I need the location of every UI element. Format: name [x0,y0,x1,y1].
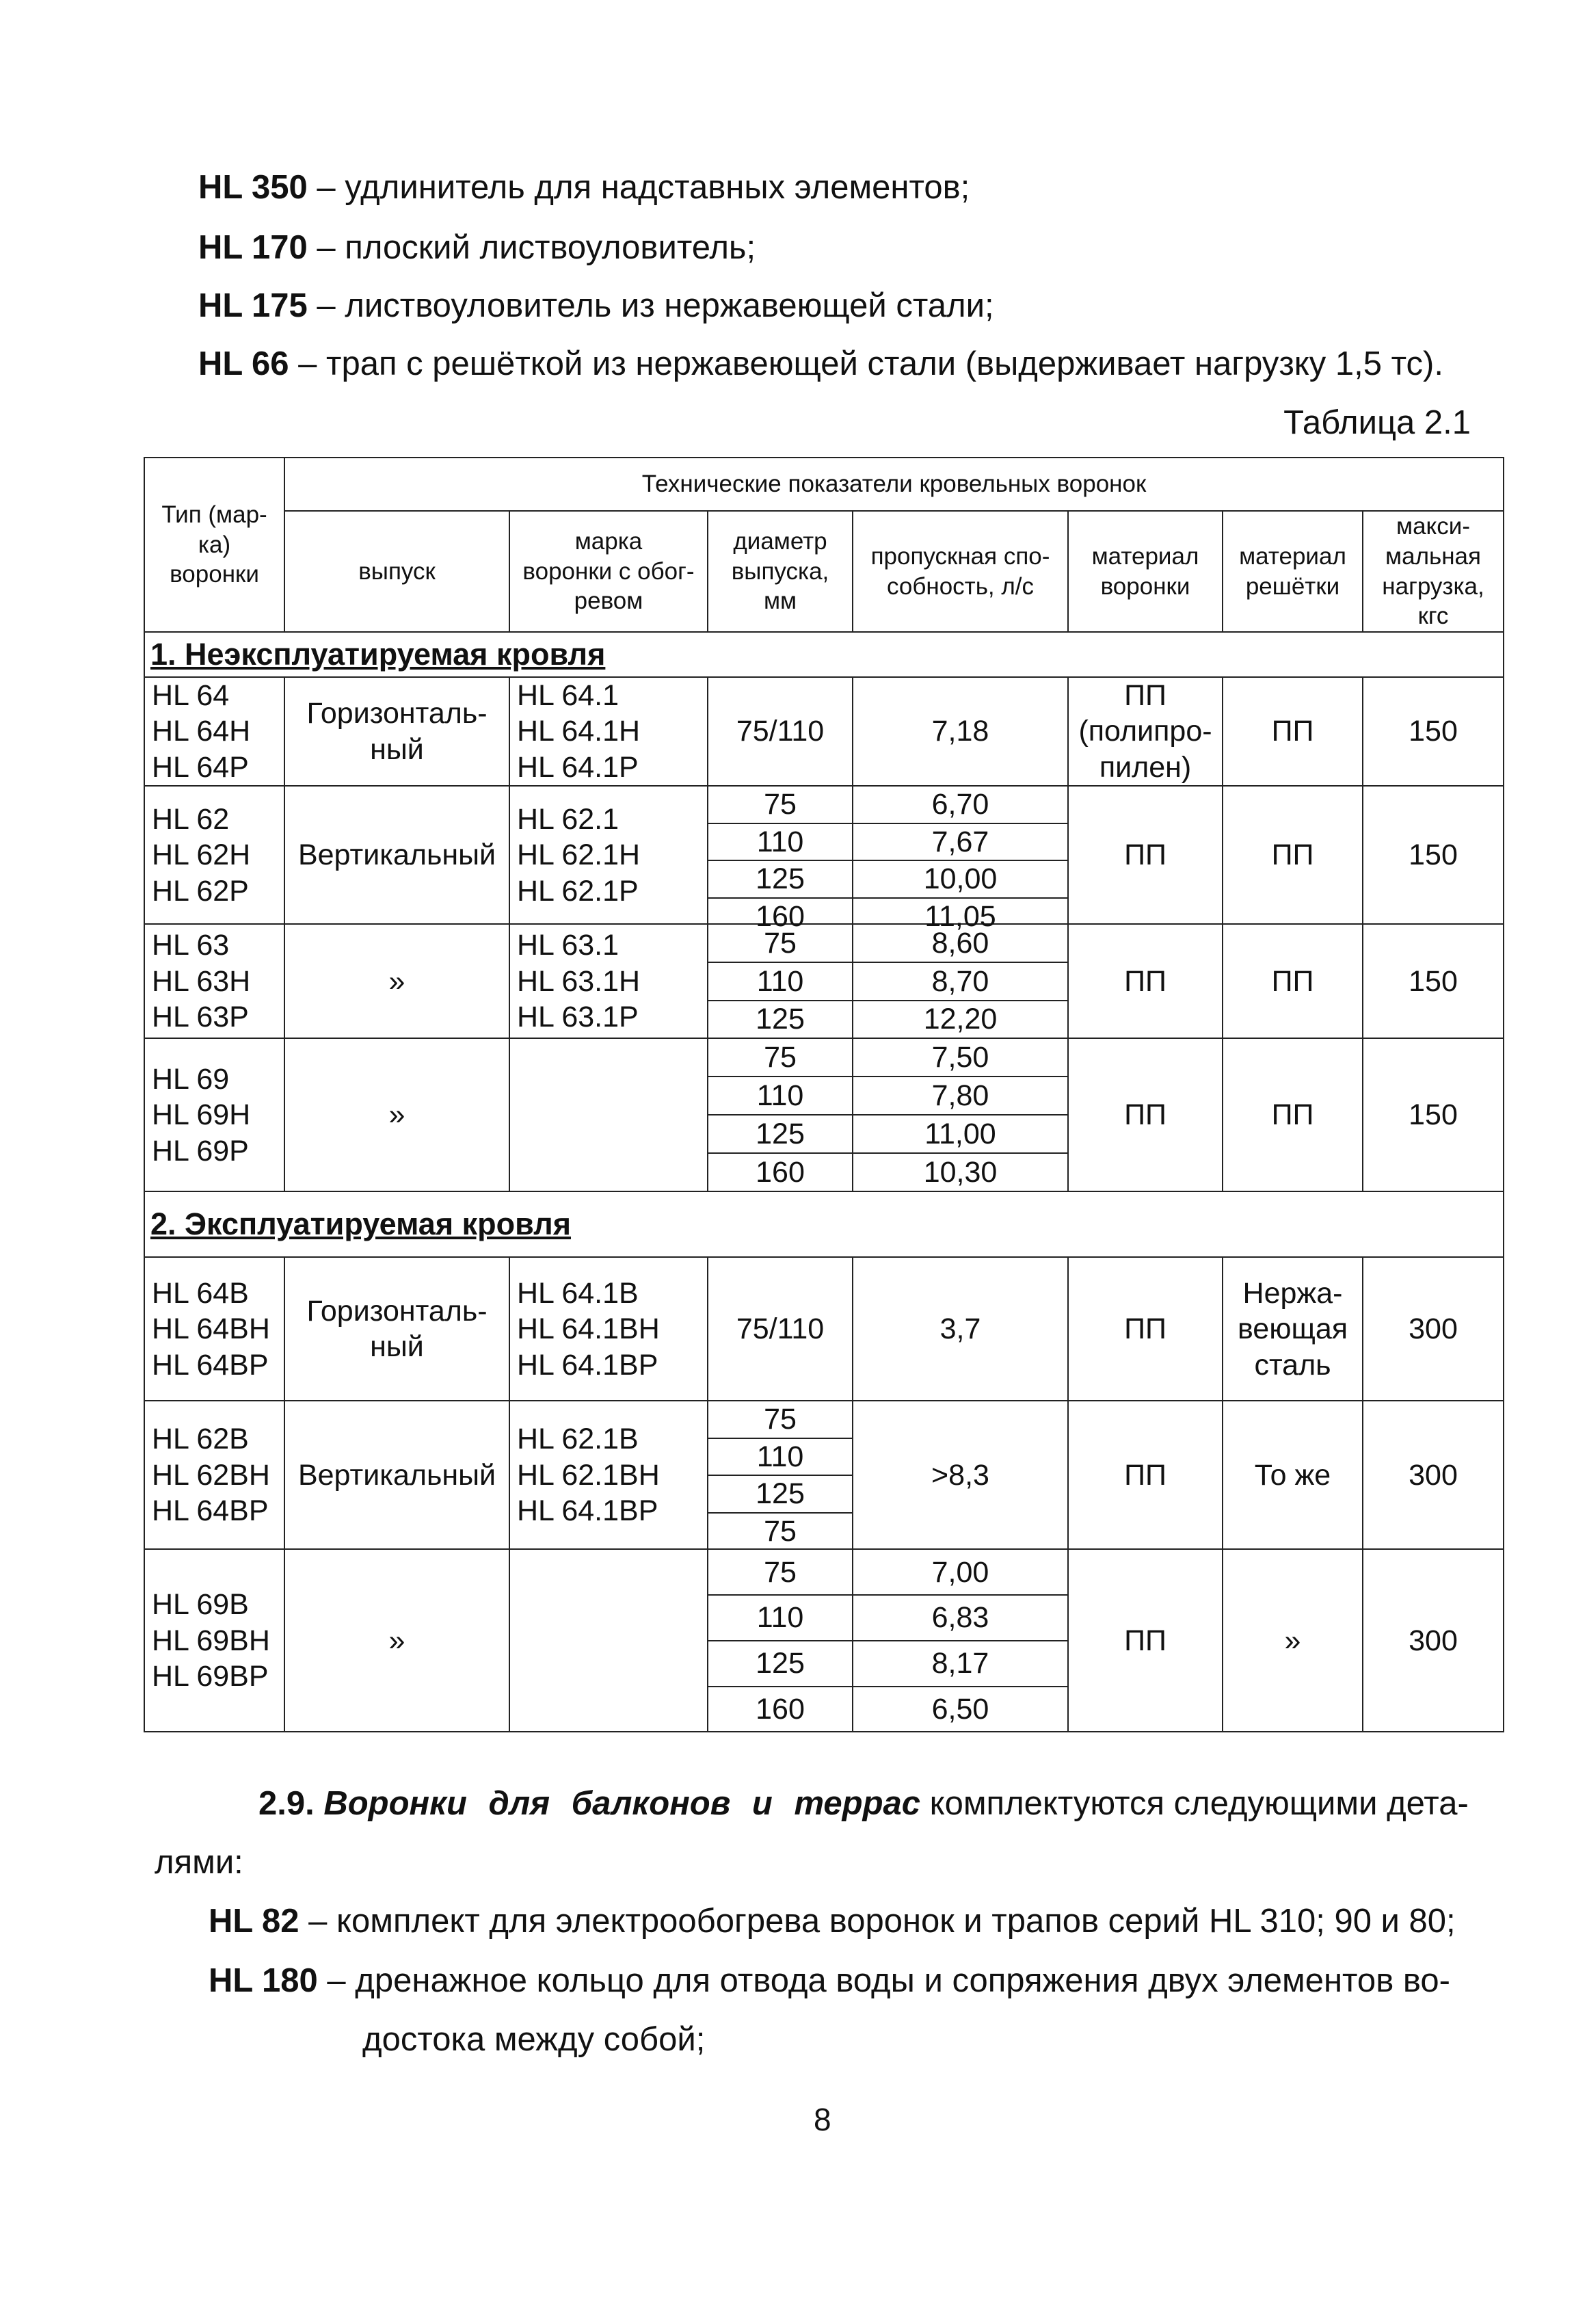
list-item [209,1964,1450,1998]
header-heated: марка воронки с обог- ревом [509,511,708,632]
cell-material: ПП [1068,1257,1223,1401]
item-code: HL 82 [209,1903,299,1940]
cell-flow: >8,3 [853,1401,1068,1549]
cell-load: 300 [1363,1401,1504,1549]
paragraph-heading [258,1787,1469,1821]
item-text: – удлинитель для надставных элементов; [307,169,970,206]
cell-flow-value: 8,17 [853,1640,1067,1686]
list-item [209,1905,1456,1938]
cell-diameter-value: 75 [764,788,797,821]
cell-diameter-value: 110 [708,1076,852,1114]
cell-flow-value: 8,70 [853,962,1067,1000]
cell-flow-value: 6,83 [853,1594,1067,1640]
cell-diameter [708,924,853,1038]
cell-heated: HL 63.1 HL 63.1H HL 63.1P [509,924,708,1038]
cell-load: 150 [1363,677,1504,786]
cell-flow: 7,18 [853,677,1068,786]
cell-heated: HL 62.1 HL 62.1H HL 62.1P [509,786,708,924]
cell-type: HL 62B HL 62BH HL 64BP [144,1401,284,1549]
cell-type: HL 69B HL 69BH HL 69BP [144,1549,284,1732]
cell-diameter [708,1038,853,1191]
cell-diameter-value: 125 [708,1475,852,1511]
cell-diameter-value: 110 [708,962,852,1000]
item-code: HL 175 [198,287,308,324]
item-code: HL 170 [198,229,308,266]
section-heading [144,1191,1504,1257]
cell-diameter-value: 125 [708,860,852,897]
cell-heated: HL 64.1B HL 64.1BH HL 64.1BP [509,1257,708,1401]
cell-diameter [708,786,853,933]
list-item [198,347,1443,381]
cell-type: HL 63 HL 63H HL 63P [144,924,284,1038]
header-load: макси- мальная нагрузка, кгс [1363,511,1504,632]
table-row [144,924,1504,1038]
item-code: HL 66 [198,345,289,382]
section-title: 1. Неэксплуатируемая кровля [150,636,606,672]
cell-heated [509,1038,708,1191]
cell-diameter-value: 75 [764,1041,797,1074]
cell-material: ПП [1068,786,1223,924]
cell-outlet: Горизонталь- ный [284,677,509,786]
cell-material: ПП [1068,924,1223,1038]
header-grate: материал решётки [1223,511,1363,632]
cell-diameter-value: 75 [764,926,797,960]
cell-load: 300 [1363,1549,1504,1732]
section-heading [144,632,1504,677]
cell-grate: » [1223,1549,1363,1732]
cell-diameter-value: 75 [708,1512,852,1549]
cell-heated: HL 62.1B HL 62.1BH HL 64.1BP [509,1401,708,1549]
spec-table [144,457,1504,1732]
cell-type: HL 64B HL 64BH HL 64BP [144,1257,284,1401]
cell-flow-value: 6,50 [853,1686,1067,1732]
cell-diameter: 75/110 [708,1257,853,1401]
cell-grate: ПП [1223,1038,1363,1191]
page-number: 8 [814,2102,831,2137]
cell-grate: ПП [1223,924,1363,1038]
table-row [144,786,1504,924]
header-flow: пропускная спо- собность, л/с [853,511,1068,632]
cell-type: HL 64 HL 64H HL 64P [144,677,284,786]
cell-outlet: Горизонталь- ный [284,1257,509,1401]
cell-flow-value: 7,50 [931,1041,989,1074]
cell-load: 300 [1363,1257,1504,1401]
item-code: HL 350 [198,169,308,206]
cell-flow-value: 10,00 [853,860,1067,897]
cell-load: 150 [1363,786,1504,924]
cell-diameter: 75/110 [708,677,853,786]
cell-diameter-value: 125 [708,1000,852,1038]
cell-flow-value: 11,00 [853,1114,1067,1152]
cell-material: ПП [1068,1549,1223,1732]
item-text: – комплект для электрообогрева воронок и трапов серий HL 310; 90 и 80; [299,1903,1456,1940]
item-text: – листвоуловитель из нержавеющей стали; [307,287,994,324]
cell-grate: Нержа- веющая сталь [1223,1257,1363,1401]
cell-flow-value: 6,70 [931,788,989,821]
header-type: Тип (мар- ка) воронки [144,458,284,632]
para-title: Воронки для балконов и террас [323,1785,921,1822]
cell-outlet: » [284,1038,509,1191]
cell-load: 150 [1363,924,1504,1038]
header-group: Технические показатели кровельных воронок [284,458,1504,511]
cell-flow-value: 7,80 [853,1076,1067,1114]
cell-outlet: Вертикальный [284,786,509,924]
cell-flow-value: 7,00 [931,1555,989,1589]
cell-flow [853,924,1068,1038]
list-item [198,231,756,265]
table-row [144,1549,1504,1732]
paragraph-continuation: лями: [155,1844,243,1881]
cell-grate: ПП [1223,677,1363,786]
cell-flow-value: 8,60 [931,926,989,960]
cell-flow: 3,7 [853,1257,1068,1401]
list-item-continuation: достока между собой; [362,2021,706,2058]
header-material: материал воронки [1068,511,1223,632]
table-caption: Таблица 2.1 [1283,404,1471,441]
cell-grate: То же [1223,1401,1363,1549]
table-row [144,1257,1504,1401]
cell-diameter [708,1401,853,1549]
cell-diameter-value: 110 [708,1594,852,1640]
item-text: – трап с решёткой из нержавеющей стали (выдерживает нагрузку 1,5 тс). [289,345,1443,382]
cell-material: ПП [1068,1038,1223,1191]
para-number: 2.9. [258,1785,315,1822]
cell-flow [853,786,1068,933]
header-outlet: выпуск [284,511,509,632]
cell-diameter-value: 75 [764,1403,797,1436]
header-diameter: диаметр выпуска, мм [708,511,853,632]
cell-flow-value: 12,20 [853,1000,1067,1038]
cell-diameter-value: 110 [708,1438,852,1475]
cell-flow-value: 11,05 [853,897,1067,934]
cell-flow [853,1038,1068,1191]
cell-diameter-value: 160 [708,1686,852,1732]
table-row [144,1038,1504,1191]
cell-flow-value: 7,67 [853,823,1067,860]
cell-diameter [708,1549,853,1732]
cell-flow [853,1549,1068,1732]
cell-diameter-value: 125 [708,1640,852,1686]
table-row [144,1401,1504,1549]
section-title: 2. Эксплуатируемая кровля [150,1206,571,1241]
cell-outlet: » [284,1549,509,1732]
cell-diameter-value: 75 [764,1555,797,1589]
cell-outlet: » [284,924,509,1038]
cell-diameter-value: 160 [708,1152,852,1191]
cell-outlet: Вертикальный [284,1401,509,1549]
cell-material: ПП (полипро- пилен) [1068,677,1223,786]
cell-flow-value: 10,30 [853,1152,1067,1191]
cell-type: HL 62 HL 62H HL 62P [144,786,284,924]
cell-load: 150 [1363,1038,1504,1191]
cell-type: HL 69 HL 69H HL 69P [144,1038,284,1191]
cell-heated: HL 64.1 HL 64.1H HL 64.1P [509,677,708,786]
cell-diameter-value: 160 [708,897,852,934]
item-code: HL 180 [209,1962,318,1999]
para-text: комплектуются следующими дета- [920,1785,1469,1822]
cell-grate: ПП [1223,786,1363,924]
list-item [198,289,994,323]
cell-diameter-value: 125 [708,1114,852,1152]
item-text: – дренажное кольцо для отвода воды и сопряжения двух элементов во- [317,1962,1450,1999]
cell-material: ПП [1068,1401,1223,1549]
cell-diameter-value: 110 [708,823,852,860]
item-text: – плоский листвоуловитель; [307,229,756,266]
list-item [198,171,970,204]
table-row [144,677,1504,786]
cell-heated [509,1549,708,1732]
